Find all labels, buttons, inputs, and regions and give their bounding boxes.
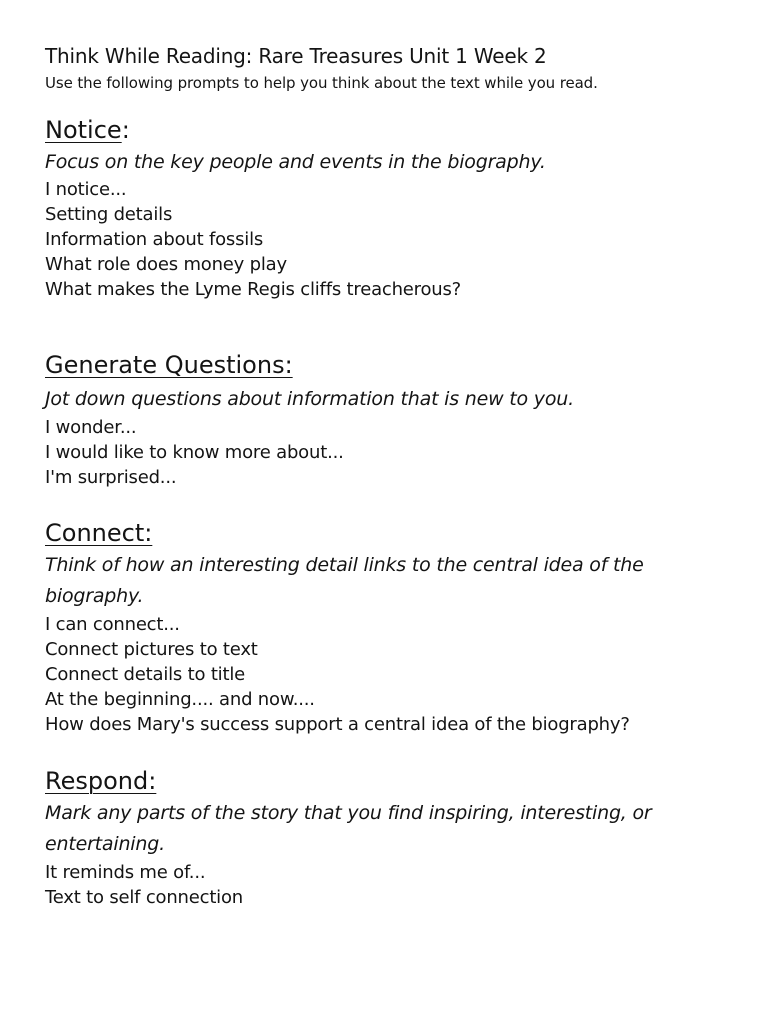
section-instruction: Focus on the key people and events in the biography. bbox=[45, 151, 546, 173]
section-heading-suffix: : bbox=[121, 116, 130, 144]
prompt-item: I would like to know more about... bbox=[45, 442, 344, 463]
section-heading: Respond: bbox=[45, 767, 157, 795]
prompt-item: I notice... bbox=[45, 179, 127, 200]
section-instruction: Jot down questions about information that is new to you. bbox=[45, 388, 574, 410]
prompt-item: I'm surprised... bbox=[45, 467, 177, 488]
prompt-item: Setting details bbox=[45, 204, 173, 225]
prompt-item: Information about fossils bbox=[45, 229, 264, 250]
section-instruction: Mark any parts of the story that you find inspiring, interesting, or entertaining. bbox=[45, 802, 652, 855]
section-heading bbox=[45, 115, 745, 145]
section-connect bbox=[45, 518, 745, 737]
section-heading: Connect: bbox=[45, 519, 153, 547]
prompt-item: What role does money play bbox=[45, 254, 287, 275]
prompt-item: Connect pictures to text bbox=[45, 639, 258, 660]
prompt-item: I wonder... bbox=[45, 417, 137, 438]
section-heading: Generate Questions: bbox=[45, 351, 293, 379]
section-instruction: Think of how an interesting detail links to the central idea of the biography. bbox=[45, 554, 644, 607]
prompt-item: At the beginning.... and now.... bbox=[45, 689, 315, 710]
section-generate-questions bbox=[45, 350, 745, 490]
section-heading-text: Notice bbox=[45, 116, 122, 144]
page-title: Think While Reading: Rare Treasures Unit 1 Week 2 bbox=[45, 44, 547, 68]
prompt-list bbox=[45, 612, 745, 737]
section-notice bbox=[45, 115, 745, 302]
prompt-item: It reminds me of... bbox=[45, 862, 206, 883]
prompt-item: Connect details to title bbox=[45, 664, 246, 685]
prompt-item: What makes the Lyme Regis cliffs treacherous? bbox=[45, 279, 462, 300]
prompt-list bbox=[45, 860, 745, 910]
prompt-list bbox=[45, 415, 745, 490]
prompt-item: Text to self connection bbox=[45, 887, 244, 908]
prompt-item: How does Mary's success support a central idea of the biography? bbox=[45, 714, 630, 735]
page-subtitle: Use the following prompts to help you think about the text while you read. bbox=[45, 74, 598, 92]
prompt-list bbox=[45, 177, 745, 302]
section-respond bbox=[45, 766, 745, 910]
prompt-item: I can connect... bbox=[45, 614, 180, 635]
